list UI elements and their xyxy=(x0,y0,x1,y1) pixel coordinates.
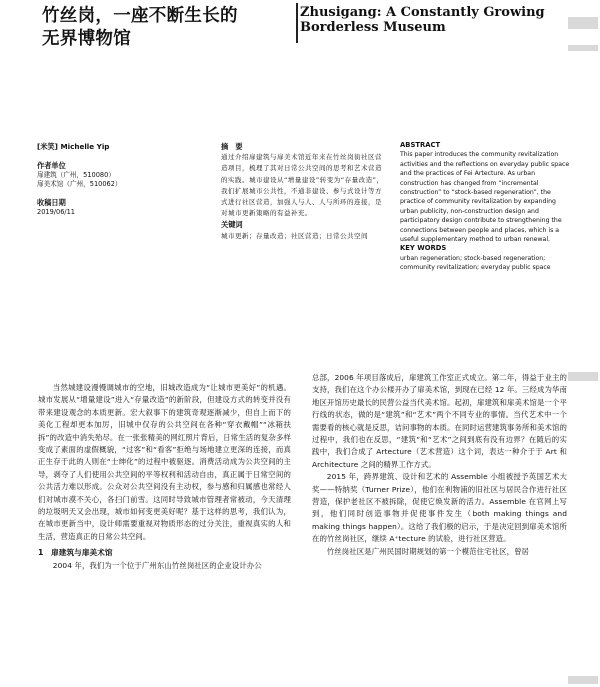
keywords-en-heading: KEY WORDS xyxy=(400,244,447,253)
abstract-zh-heading: 摘 要 xyxy=(221,142,243,151)
abstract-zh-body: 通过介绍扉建筑与扉美术馆近年来在竹丝岗街社区营造项目，梳理了其对日常公共空间的思考和艺术营造的实践。城市建设从“增量建设”转变为“存量改造”，我们扩展城市公共性，不通非建设、参与式设计等方式进行社区营造，加强人与人、人与所环的连接，是对城市更新策略的有益补充。 xyxy=(221,153,384,218)
body-paragraph: 总部，2006 年项目落成后，扉建筑工作室正式成立。第二年，得益于业主的支持，我们在这个办公楼开办了扉美术馆，到现在已经 12 年。三经成为华南地区开馆历史最长的民营公益当代美术馆。起初，扉建筑和扉美术馆是一个平行线的状态，做的是“建筑”和“艺术”两个不同专业的事情。当代艺术中一个需要看的核心就是反思，诘问事物的本质。在同时运营建筑事务所和美术馆的过程中，我们也在反思，“建筑”和“艺术”之间到底有没有边界？在随后的实践中，我们合成了 Artecture（艺术营造）这个词，表达一种介于于 Art 和 Architecture 之间的精界工作方式。 xyxy=(312,373,567,469)
affiliation-label: 作者单位 xyxy=(37,161,66,170)
chinese-title xyxy=(42,5,272,51)
abstract-en-heading: ABSTRACT xyxy=(400,141,441,149)
affiliation-line: 扉建筑（广州，510080） xyxy=(37,170,115,179)
received-block xyxy=(37,199,187,217)
section-heading: 1 扉建筑与扉美术馆 xyxy=(38,548,113,558)
margin-mark xyxy=(568,45,598,51)
margin-mark xyxy=(568,676,598,684)
chinese-abstract xyxy=(221,141,386,242)
body-column-right xyxy=(312,372,567,558)
affiliation-block xyxy=(37,162,187,188)
margin-mark xyxy=(568,17,598,29)
abstract-en-body: This paper introduces the community revitalization activities and the reflections on everyday public space and the practices of Fei Artecture. As urban construction has changed from “incremental construction” to “stock-based regeneration”, the practice of community revitalization by expanding urban publicity, non-construction design and participatory design contribute to strengthening the connections between people and places, which is a useful supplementary method to urban renewal. xyxy=(400,151,570,244)
keywords-zh: 城市更新；存量改造；社区营造；日常公共空间 xyxy=(221,231,368,240)
margin-mark xyxy=(568,372,598,381)
author-name: [米笑] Michelle Yip xyxy=(37,142,110,151)
affiliation-line: 扉美术馆（广州，510062） xyxy=(37,179,122,188)
english-title: Zhusigang: A Constantly Growing Borderless Museum xyxy=(300,5,545,35)
received-date: 2019/06/11 xyxy=(37,207,76,216)
body-paragraph: 2004 年，我们为一个位于广州东山竹丝岗社区的企业设计办公 xyxy=(52,560,262,570)
keywords-en: urban regeneration; stock-based regeneration; community revitalization; everyday public space xyxy=(400,254,551,272)
english-abstract xyxy=(400,141,572,273)
body-paragraph: 竹丝岗社区是广州民国时期规划的第一个模范住宅社区，曾居 xyxy=(326,546,530,556)
keywords-zh-heading: 关键词 xyxy=(221,220,243,230)
body-column-left xyxy=(38,382,291,572)
body-paragraph: 当然城建设漫慢调城市的空地，旧城改造成为“让城市更美好”的机遇。城市发展从“增量建设”进入“存量改造”的新阶段，但建设方式的转变并没有带来建设观念的本质更新。宏大叙事下的建筑奇观逐渐减少，但自上而下的美化工程却更本加厉，旧城中仅存的公共空间在各种“穿衣戴帽”“冰箱扶拆”的改造中消失殆尽。在一张张精美的网红照片背后，日常生活的复杂多样变成了素面的虚假概貌，“过客”和“看客”拒绝与场地建立更深的连接，而真正生存于此的人则在“士绅化”的过程中被驱逐。消费活动成为公共空间的主导，剥夺了人们使用公共空间的平等权利和活动自由，真正属于日常空间的公共活力难以形成。公众对公共空间没有主动权，参与感和归属感也常经人们对城市漠不关心，各扫门前雪。这同时导致城市管理者常被动，今天清理的垃圾明天又会出现，城市如何变更美好呢？基于这样的思考，我们认为，在城市更新当中，设计师需要重视对物质形态的过分关注，重视真实的人和生活，营造真正的日常公共空间。 xyxy=(38,383,291,541)
received-label: 收稿日期 xyxy=(37,198,66,207)
title-divider-rule xyxy=(296,3,298,43)
body-paragraph: 2015 年，跨界建筑、设计和艺术的 Assemble 小组被授予英国艺术大奖——特纳奖（Turner Prize），他们在利物浦的旧社区与居民合作进行社区营造，保护老社区不被拆除，促使它焕发新的活力。Assemble 在官网上写到，他们同时创造事物并促使事件发生（both making things and making things happen）。这给了我们极的启示，于是决定回到扉美术馆所在的竹丝岗社区，继续 A⁺tecture 的试验，进行社区营造。 xyxy=(312,472,567,544)
chinese-title-line-2: 无界博物馆 xyxy=(42,29,131,49)
chinese-title-line-1: 竹丝岗，一座不断生长的 xyxy=(42,6,238,26)
author-block xyxy=(37,143,187,152)
